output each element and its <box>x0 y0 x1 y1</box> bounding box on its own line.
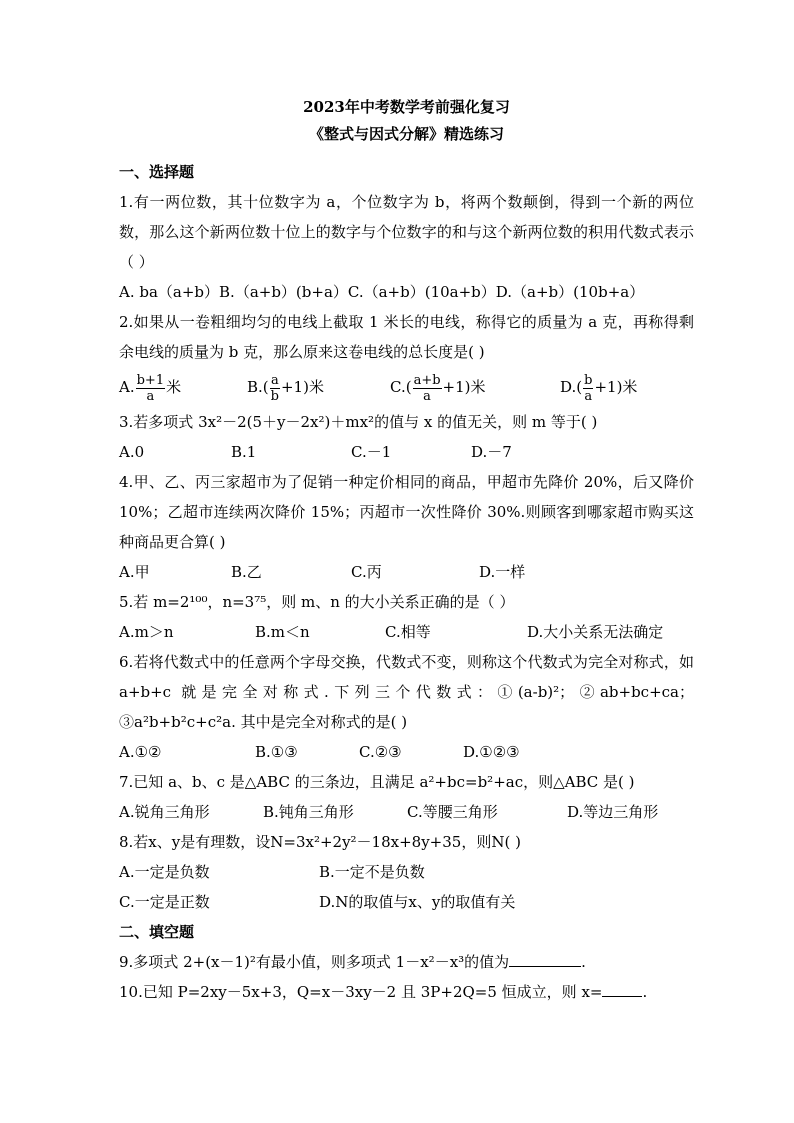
question-6: 6.若将代数式中的任意两个字母交换，代数式不变，则称这个代数式为完全对称式，如 a+b+c 就是完全对称式.下列三个代数式：①(a-b)²；②ab+bc+ca；③a²b+b²c+c²a. 其中是完全对称式的是( ) <box>119 653 694 731</box>
question-7-options <box>119 797 694 827</box>
option-c: C.－1 <box>351 443 392 461</box>
question-6-options <box>119 737 694 767</box>
page-subtitle: 《整式与因式分解》精选练习 <box>308 125 504 143</box>
answer-blank[interactable] <box>509 952 581 967</box>
option-d: D.－7 <box>471 443 512 461</box>
question-9: 9.多项式 2+(x－1)²有最小值，则多项式 1－x²－x³的值为 . <box>119 953 586 971</box>
question-3: 3.若多项式 3x²－2(5＋y－2x²)＋mx²的值与 x 的值无关，则 m 等于( ) <box>119 413 598 431</box>
option-d: D.①②③ <box>463 743 520 761</box>
option-b: B.①③ <box>255 743 298 761</box>
option-c: C.②③ <box>359 743 402 761</box>
option-c: C.等腰三角形 <box>407 803 498 821</box>
fraction: $\frac{a+b}{a}$ <box>413 372 441 404</box>
option-d: D.等边三角形 <box>567 803 659 821</box>
question-1-options-text: A. ba（a+b）B.（a+b）(b+a）C.（a+b）(10a+b）D.（a+b）(10b+a） <box>119 283 645 301</box>
option-b: B.一定不是负数 <box>319 863 425 881</box>
option-a: A.m＞n <box>119 623 174 641</box>
option-a: A. $\frac{b+1}{a}$ 米 <box>119 372 182 404</box>
question-1: 1.有一两位数，其十位数字为 a，个位数字为 b，将两个数颠倒，得到一个新的两位数，那么这个新两位数十位上的数字与个位数字的和与这个新两位数的积用代数式表示（ ） <box>119 193 694 271</box>
option-a: A.甲 <box>119 563 150 581</box>
section-fill-heading: 二、填空题 <box>119 923 195 941</box>
option-c: C.丙 <box>351 563 382 581</box>
question-2-options <box>119 367 694 407</box>
option-c: C.( $\frac{a+b}{a}$ +1)米 <box>390 372 486 404</box>
option-d: D.( $\frac{b}{a}$ +1)米 <box>560 372 638 404</box>
question-5-options <box>119 617 694 647</box>
question-7: 7.已知 a、b、c 是△ABC 的三条边，且满足 a²+bc=b²+ac，则△ABC 是( ) <box>119 773 635 791</box>
question-10: 10.已知 P=2xy－5x+3，Q=x－3xy－2 且 3P+2Q=5 恒成立，则 x= . <box>119 983 648 1001</box>
question-8: 8.若x、y是有理数，设N=3x²+2y²－18x+8y+35，则N( ) <box>119 833 521 851</box>
question-8-options-row-2 <box>119 887 694 917</box>
question-4: 4.甲、乙、丙三家超市为了促销一种定价相同的商品，甲超市先降价 20%，后又降价 10%；乙超市连续两次降价 15%；丙超市一次性降价 30%.则顾客到哪家超市购买这种商品更合算( ) <box>119 473 694 551</box>
option-b: B.乙 <box>231 563 262 581</box>
answer-blank[interactable] <box>602 982 642 997</box>
option-d: D.N的取值与x、y的取值有关 <box>319 893 516 911</box>
worksheet-page <box>119 98 694 1007</box>
question-8-options-row-1 <box>119 857 694 887</box>
question-1-options <box>119 277 694 307</box>
question-5: 5.若 m=2¹⁰⁰，n=3⁷⁵，则 m、n 的大小关系正确的是（ ） <box>119 593 515 611</box>
option-a: A.一定是负数 <box>119 863 210 881</box>
option-a: A.①② <box>119 743 162 761</box>
question-3-options <box>119 437 694 467</box>
option-c: C.相等 <box>385 623 431 641</box>
option-b: B.1 <box>231 443 257 461</box>
fraction: $\frac{b+1}{a}$ <box>136 372 165 404</box>
option-b: B.( $\frac{a}{b}$ +1)米 <box>247 372 324 404</box>
option-c: C.一定是正数 <box>119 893 210 911</box>
option-b: B.钝角三角形 <box>263 803 354 821</box>
fraction: $\frac{a}{b}$ <box>270 372 279 404</box>
question-4-options <box>119 557 694 587</box>
section-choice-heading: 一、选择题 <box>119 163 195 181</box>
option-b: B.m＜n <box>255 623 310 641</box>
fraction: $\frac{b}{a}$ <box>584 372 593 404</box>
option-a: A.0 <box>119 443 145 461</box>
option-a: A.锐角三角形 <box>119 803 210 821</box>
option-d: D.大小关系无法确定 <box>527 623 664 641</box>
option-d: D.一样 <box>479 563 526 581</box>
page-title: 2023年中考数学考前强化复习 <box>303 98 510 116</box>
question-2: 2.如果从一卷粗细均匀的电线上截取 1 米长的电线，称得它的质量为 a 克，再称得剩余电线的质量为 b 克，那么原来这卷电线的总长度是( ) <box>119 313 694 361</box>
